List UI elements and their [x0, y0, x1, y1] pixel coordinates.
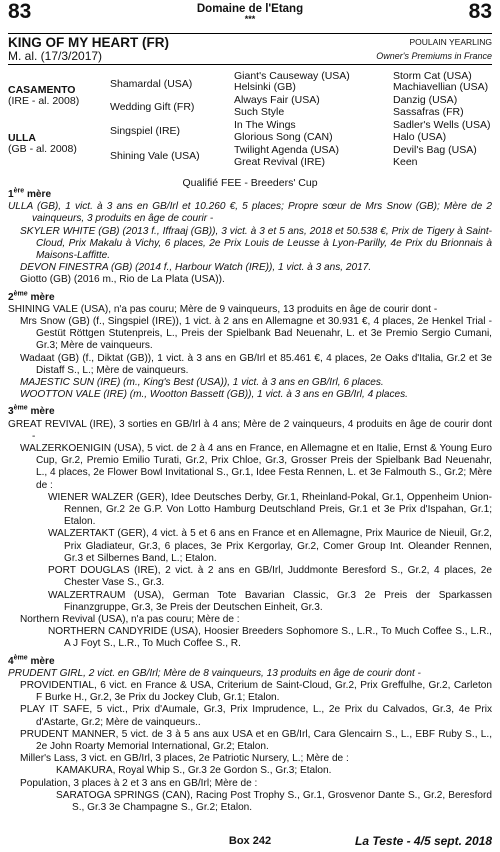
pedigree-gen4: Danzig (USA) — [393, 94, 458, 106]
produce-entry: PROVIDENTIAL, 6 vict. en France & USA, Criterium de Saint-Cloud, Gr.2, Prix Greffulhe, Gr.2, Carleton F Burke H., Gr.2, 3e Prix du Jockey Club, Gr.1; Etalon. — [20, 679, 492, 704]
produce-entry: Northern Revival (USA), n'a pas couru; Mère de : — [20, 613, 240, 625]
dam-name: ULLA — [8, 132, 36, 144]
lot-number-left: 83 — [8, 0, 32, 23]
produce-entry: Wadaat (GB) (f., Diktat (GB)), 1 vict. à 3 ans en GB/Irl et 85.461 €, 4 places, 2e Oaks d'Italia, Gr.2 et 3e Distaff S., L.; Mère de vainqueurs. — [20, 352, 492, 376]
pedigree-gen3: Giant's Causeway (USA) — [234, 70, 350, 82]
rating-stars: *** — [244, 14, 256, 24]
dam-heading-2: 2ème mère — [8, 290, 55, 303]
produce-entry: PRUDENT MANNER, 5 vict. de 3 à 5 ans aux USA et en GB/Irl, Cara Glencairn S., L., EBF Ruby S., L., 2e John Roarty Memorial International, Gr.2; Etalon. — [20, 728, 492, 752]
pedigree-table — [8, 71, 494, 169]
stud-name: Domaine de l'Etang — [196, 3, 304, 15]
produce-entry: MAJESTIC SUN (IRE) (m., King's Best (USA)), 1 vict. à 3 ans en GB/Irl, 6 places. — [20, 377, 384, 389]
pedigree-gen2: Singspiel (IRE) — [110, 125, 181, 137]
sale-category: POULAIN YEARLING — [409, 37, 492, 47]
family-pages — [8, 189, 492, 814]
produce-entry: Mrs Snow (GB) (f., Singspiel (IRE)), 1 vict. à 2 ans en Allemagne et 30.931 €, 4 places, 2e Henkel Trial - Gestüt Röttgen Stutenpreis, L., Preis der Spielbank Bad Neuenahr, L. et 3e Premio Sergio Cumani, Gr.3; Mère de vainqueurs. — [20, 316, 492, 352]
sex-and-birthdate: M. al. (17/3/2017) — [8, 49, 103, 63]
pedigree-gen4: Storm Cat (USA) — [393, 70, 472, 82]
pedigree-gen3: Great Revival (IRE) — [234, 156, 326, 168]
produce-entry: Miller's Lass, 3 vict. en GB/Irl, 3 places, 2e Patriotic Nursery, L.; Mère de : — [20, 753, 349, 765]
dam-heading-4: 4ème mère — [8, 654, 55, 667]
grandproduce-entry: WALZERTRAUM (USA), German Tote Bavarian Classic, Gr.3 2e Preis der Sparkassen Finanzgruppe, Gr.3, 3e Preis der Deutschen Einheit, Gr.3. — [48, 589, 492, 613]
pedigree-gen3: Such Style — [234, 106, 285, 118]
consignor-note: Owner's Premiums in France — [376, 51, 492, 61]
produce-entry: SKYLER WHITE (GB) (2013 f., Iffraaj (GB)), 3 vict. à 3 et 5 ans, 2018 et 50.538 €, Prix de Tigery à Saint-Cloud, Prix Makalu à Vichy, 6 places, 2e Prix Louis de Leusse à Lyon-Parilly, 4e Prix du Brionnais à Maisons-Laffitte. — [20, 225, 492, 262]
horse-name: KING OF MY HEART (FR) — [8, 35, 169, 50]
produce-entry: DEVON FINESTRA (GB) (2014 f., Harbour Watch (IRE)), 1 vict. à 3 ans, 2017. — [20, 262, 372, 274]
dam-heading-1: 1ère mère — [8, 187, 52, 200]
pedigree-gen2: Shamardal (USA) — [110, 78, 193, 90]
pedigree-gen4: Keen — [393, 156, 418, 168]
pedigree-gen3: Twilight Agenda (USA) — [234, 144, 340, 156]
horse-header — [8, 33, 492, 65]
sale-name: La Teste - 4/5 sept. 2018 — [355, 834, 492, 848]
grandproduce-entry: NORTHERN CANDYRIDE (USA), Hoosier Breeders Sophomore S., L.R., To Much Coffee S., L.R., A J Foyt S., L.R., To Much Coffee S., R. — [48, 626, 492, 650]
grandproduce-entry: WIENER WALZER (GER), Idee Deutsches Derby, Gr.1, Rheinland-Pokal, Gr.1, Oppenheim Union-Rennen, Gr.2 2e G.P. Von Lotto Hamburg Deutschland Preis, Gr.1 et 3e Prix d'Ispahan, Gr.1; Etalon. — [48, 491, 492, 528]
pedigree-gen4: Devil's Bag (USA) — [393, 144, 477, 156]
dam-heading-3: 3ème mère — [8, 405, 55, 418]
produce-entry: Population, 3 places à 2 et 3 ans en GB/Irl; Mère de : — [20, 777, 258, 789]
dam-entry: SHINING VALE (USA), n'a pas couru; Mère de 9 vainqueurs, 13 produits en âge de courir dont - — [8, 303, 438, 315]
produce-entry: PLAY IT SAFE, 5 vict., Prix d'Aumale, Gr.3, Prix Imprudence, L., 2e Prix du Calvados, Gr.3, 4e Prix d'Astarte, Gr.2; Mère de vainqueurs.. — [20, 704, 492, 728]
produce-entry: Giotto (GB) (2016 m., Rio de La Plata (USA)). — [20, 274, 225, 286]
dam-info: (GB - al. 2008) — [8, 143, 77, 155]
grandproduce-entry: PORT DOUGLAS (IRE), 2 vict. à 2 ans en GB/Irl, Juddmonte Beresford S., Gr.2, 4 places, 2e Chester Vase S., Gr.3. — [48, 565, 492, 589]
pedigree-gen3: In The Wings — [234, 119, 296, 131]
grandproduce-entry: KAMAKURA, Royal Whip S., Gr.3 2e Gordon S., Gr.3; Etalon. — [56, 765, 332, 777]
page-footer — [8, 832, 492, 848]
pedigree-gen2: Shining Vale (USA) — [110, 150, 200, 162]
sire-name: CASAMENTO — [8, 84, 76, 96]
pedigree-gen4: Sassafras (FR) — [393, 106, 464, 118]
dam-entry: GREAT REVIVAL (IRE), 3 sorties en GB/Irl à 4 ans; Mère de 2 vainqueurs, 4 produits en âge de courir dont - — [8, 418, 492, 442]
qualification-line: Qualifié FEE - Breeders' Cup — [182, 177, 318, 189]
pedigree-gen3: Glorious Song (CAN) — [234, 131, 333, 143]
grandproduce-entry: WALZERTAKT (GER), 4 vict. à 5 et 6 ans en France et en Allemagne, Prix Maurice de Nieuil, Gr.2, Prix Gladiateur, Gr.3, 6 places, 3e Prix Kergorlay, Gr.2, Comer Group Int. Oleander Rennen, Gr.3 et Silbernes Band, L.; Etalon. — [48, 528, 492, 564]
dam-entry: PRUDENT GIRL, 2 vict. en GB/Irl; Mère de 8 vainqueurs, 13 produits en âge de courir dont - — [8, 667, 421, 679]
sire-info: (IRE - al. 2008) — [8, 95, 80, 107]
box-number: Box 242 — [228, 835, 272, 847]
page-top — [0, 0, 500, 32]
pedigree-gen3: Helsinki (GB) — [234, 81, 296, 93]
dam-entry: ULLA (GB), 1 vict. à 3 ans en GB/Irl et 10.260 €, 5 places; Propre sœur de Mrs Snow (GB); Mère de 2 vainqueurs, 3 produits en âge de courir - — [8, 201, 492, 225]
pedigree-gen3: Always Fair (USA) — [234, 94, 320, 106]
pedigree-gen4: Machiavellian (USA) — [393, 81, 489, 93]
produce-entry: WOOTTON VALE (IRE) (m., Wootton Bassett (GB)), 1 vict. à 3 ans en GB/Irl, 4 places. — [20, 389, 408, 401]
produce-entry: WALZERKOENIGIN (USA), 5 vict. de 2 à 4 ans en France, en Allemagne et en Italie, Ernst & Young Euro Cup, Gr.2, Premio Emilio Turati, Gr.2, Prix Chloe, Gr.3, Grosser Preis der Spielbank Bad Neuenahr, L., 4 places, 2e Flower Bowl Invitational S., Gr.1, Idee Festa Rennen, L. et 3e Falmouth S., Gr.2; Mère de : — [20, 443, 492, 491]
pedigree-gen4: Sadler's Wells (USA) — [393, 119, 491, 131]
pedigree-gen2: Wedding Gift (FR) — [110, 101, 195, 113]
pedigree-gen4: Halo (USA) — [393, 131, 447, 143]
grandproduce-entry: SARATOGA SPRINGS (CAN), Racing Post Trophy S., Gr.1, Grosvenor Dante S., Gr.2, Beresford S., Gr.3 3e Champagne S., Gr.2; Etalon. — [56, 789, 492, 813]
lot-number-right: 83 — [468, 0, 492, 23]
